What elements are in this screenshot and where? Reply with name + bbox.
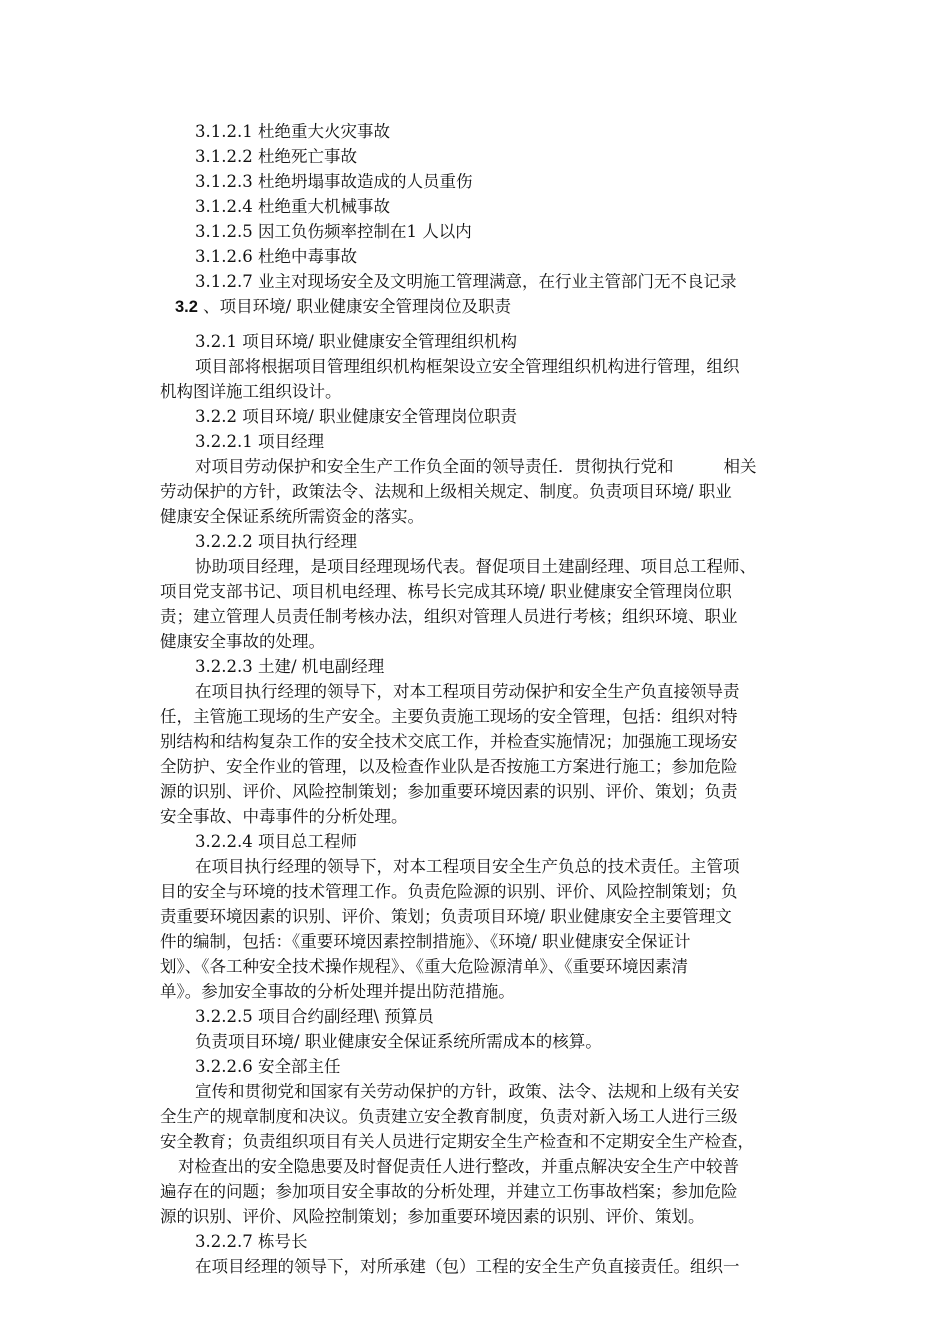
paragraph-line: 对检查出的安全隐患要及时督促责任人进行整改，并重点解决安全生产中较普 <box>178 1157 739 1176</box>
target-item: 3.1.2.4 杜绝重大机械事故 <box>195 197 390 216</box>
paragraph-line: 源的识别、评价、风险控制策划；参加重要环境因素的识别、评价、策划。 <box>160 1207 705 1226</box>
paragraph-line: 件的编制，包括：《重要环境因素控制措施》、《环境/ 职业健康安全保证计 <box>160 932 691 951</box>
paragraph-line: 安全事故、中毒事件的分析处理。 <box>160 807 408 826</box>
paragraph-line: 机构图详施工组织设计。 <box>160 382 342 401</box>
paragraph-line: 协助项目经理，是项目经理现场代表。督促项目土建副经理、项目总工程师、 <box>195 557 756 576</box>
paragraph-line: 源的识别、评价、风险控制策划；参加重要环境因素的识别、评价、策划；负责 <box>160 782 738 801</box>
target-item: 3.1.2.6 杜绝中毒事故 <box>195 247 357 266</box>
section-heading <box>175 296 511 318</box>
paragraph-line: 遍存在的问题；参加项目安全事故的分析处理，并建立工伤事故档案；参加危险 <box>160 1182 738 1201</box>
target-item: 3.1.2.1 杜绝重大火灾事故 <box>195 122 390 141</box>
item-heading: 3.2.2.7 栋号长 <box>195 1232 308 1251</box>
paragraph-line: 别结构和结构复杂工作的安全技术交底工作，并检查实施情况；加强施工现场安 <box>160 732 738 751</box>
paragraph-line: 负责项目环境/ 职业健康安全保证系统所需成本的核算。 <box>195 1032 602 1051</box>
item-heading: 3.2.2.3 土建/ 机电副经理 <box>195 657 385 676</box>
section-title: 、项目环境/ 职业健康安全管理岗位及职责 <box>197 297 511 316</box>
paragraph-line: 单》。参加安全事故的分析处理并提出防范措施。 <box>160 982 515 1001</box>
paragraph-line: 项目党支部书记、项目机电经理、栋号长完成其环境/ 职业健康安全管理岗位职 <box>160 582 732 601</box>
paragraph-line: 划》、《各工种安全技术操作规程》、《重大危险源清单》、《重要环境因素清 <box>160 957 688 976</box>
item-heading: 3.2.2.1 项目经理 <box>195 432 324 451</box>
item-heading: 3.2.2.2 项目执行经理 <box>195 532 357 551</box>
paragraph-line: 劳动保护的方针，政策法令、法规和上级相关规定、制度。负责项目环境/ 职业 <box>160 482 732 501</box>
paragraph-text: 对项目劳动保护和安全生产工作负全面的领导责任．贯彻执行党和 <box>195 457 674 476</box>
paragraph-text: 相关 <box>723 457 757 476</box>
paragraph-line: 健康安全事故的处理。 <box>160 632 325 651</box>
item-heading: 3.2.2.4 项目总工程师 <box>195 832 357 851</box>
subsection-heading: 3.2.1 项目环境/ 职业健康安全管理组织机构 <box>195 332 518 351</box>
paragraph-line: 健康安全保证系统所需资金的落实。 <box>160 507 424 526</box>
target-item: 3.1.2.7 业主对现场安全及文明施工管理满意，在行业主管部门无不良记录 <box>195 272 737 291</box>
paragraph-line: 责重要环境因素的识别、评价、策划；负责项目环境/ 职业健康安全主要管理文 <box>160 907 732 926</box>
paragraph-line: 宣传和贯彻党和国家有关劳动保护的方针，政策、法令、法规和上级有关安 <box>195 1082 740 1101</box>
paragraph-line: 在项目执行经理的领导下，对本工程项目安全生产负总的技术责任。主管项 <box>195 857 740 876</box>
target-item: 3.1.2.2 杜绝死亡事故 <box>195 147 357 166</box>
target-item: 3.1.2.5 因工负伤频率控制在1 人以内 <box>195 222 472 241</box>
paragraph-line: 责；建立管理人员责任制考核办法，组织对管理人员进行考核；组织环境、职业 <box>160 607 738 626</box>
paragraph-line: 项目部将根据项目管理组织机构框架设立安全管理组织机构进行管理，组织 <box>195 357 740 376</box>
item-heading: 3.2.2.5 项目合约副经理\ 预算员 <box>195 1007 434 1026</box>
paragraph-line: 全防护、安全作业的管理，以及检查作业队是否按施工方案进行施工；参加危险 <box>160 757 738 776</box>
paragraph-line: 全生产的规章制度和决议。负责建立安全教育制度，负责对新入场工人进行三级 <box>160 1107 738 1126</box>
paragraph-line: 安全教育；负责组织项目有关人员进行定期安全生产检查和不定期安全生产检查， <box>160 1132 754 1151</box>
paragraph-line <box>195 456 757 478</box>
section-number: 3.2 <box>175 298 198 316</box>
paragraph-line: 在项目执行经理的领导下，对本工程项目劳动保护和安全生产负直接领导责 <box>195 682 740 701</box>
target-item: 3.1.2.3 杜绝坍塌事故造成的人员重伤 <box>195 172 473 191</box>
subsection-heading: 3.2.2 项目环境/ 职业健康安全管理岗位职责 <box>195 407 518 426</box>
paragraph-line: 任，主管施工现场的生产安全。主要负责施工现场的安全管理，包括：组织对特 <box>160 707 738 726</box>
paragraph-line: 目的安全与环境的技术管理工作。负责危险源的识别、评价、风险控制策划；负 <box>160 882 738 901</box>
paragraph-line: 在项目经理的领导下，对所承建（包）工程的安全生产负直接责任。组织一 <box>195 1257 740 1276</box>
item-heading: 3.2.2.6 安全部主任 <box>195 1057 341 1076</box>
